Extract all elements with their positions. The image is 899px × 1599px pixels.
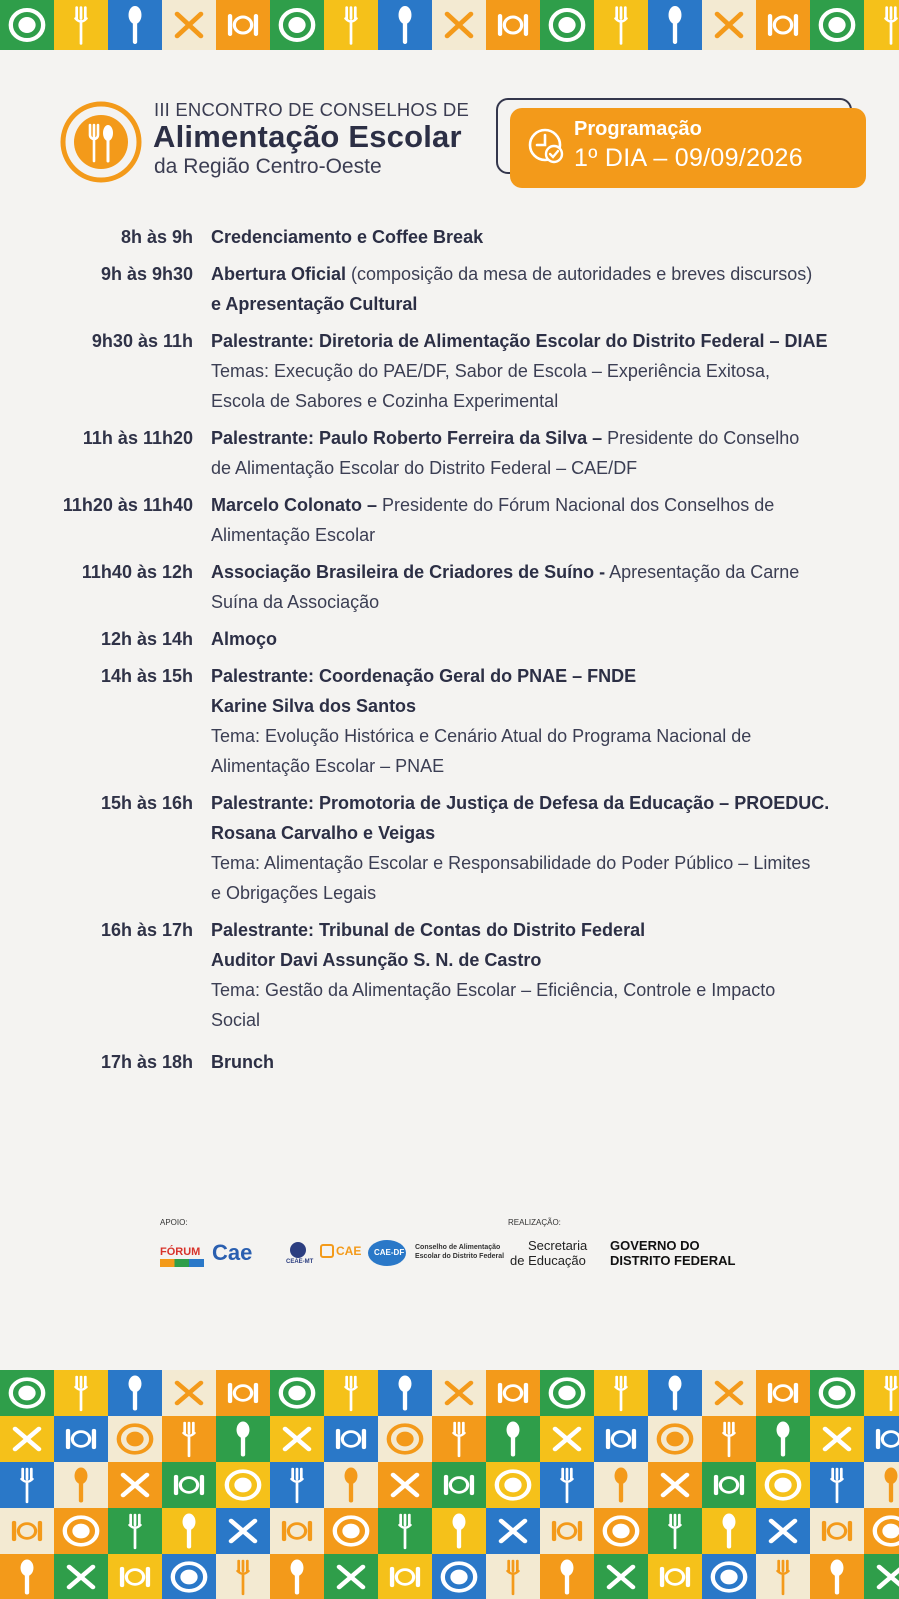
spoon-tile-icon bbox=[432, 1508, 486, 1554]
plate-tile-icon bbox=[756, 1462, 810, 1508]
fork-tile-icon bbox=[594, 0, 648, 50]
spoon-tile-icon bbox=[648, 0, 702, 50]
cutlery-tile-icon bbox=[270, 1508, 324, 1554]
schedule-row bbox=[0, 788, 899, 908]
fork-tile-icon bbox=[810, 1462, 864, 1508]
description-bold-text: e Apresentação Cultural bbox=[211, 294, 418, 314]
cutlery-tile-icon bbox=[216, 1370, 270, 1416]
description-line bbox=[211, 490, 876, 520]
plate-tile-icon bbox=[0, 1370, 54, 1416]
description-text: de Alimentação Escolar do Distrito Federal – CAE/DF bbox=[211, 458, 638, 478]
description-line bbox=[211, 945, 876, 975]
plate-tile-icon bbox=[486, 1462, 540, 1508]
cutlery-tile-icon bbox=[216, 0, 270, 50]
ceae-seal-icon bbox=[290, 1242, 306, 1258]
house-icon bbox=[320, 1244, 334, 1258]
schedule-row bbox=[0, 222, 899, 252]
cutlery-tile-icon bbox=[648, 1554, 702, 1599]
description-bold-text: Karine Silva dos Santos bbox=[211, 696, 417, 716]
description-bold-text: Associação Brasileira de Criadores de Suíno - bbox=[211, 562, 606, 582]
description-text: Alimentação Escolar bbox=[211, 525, 376, 545]
schedule-row bbox=[0, 661, 899, 781]
description-bold-text: Auditor Davi Assunção S. N. de Castro bbox=[211, 950, 542, 970]
spoon-tile-icon bbox=[378, 0, 432, 50]
description-line bbox=[211, 587, 876, 617]
description-line bbox=[211, 289, 876, 319]
spoon-tile-icon bbox=[216, 1416, 270, 1462]
plate-tile-icon bbox=[702, 1554, 756, 1599]
plate-tile-icon bbox=[54, 1508, 108, 1554]
apoio-label: APOIO: bbox=[160, 1218, 188, 1227]
description-text: Tema: Gestão da Alimentação Escolar – Eficiência, Controle e Impacto bbox=[211, 980, 776, 1000]
sponsors-footer bbox=[0, 1218, 899, 1288]
schedule-row bbox=[0, 490, 899, 550]
program-date: 1º DIA – 09/09/2026 bbox=[574, 144, 803, 172]
fork-tile-icon bbox=[54, 0, 108, 50]
description-line bbox=[211, 356, 876, 386]
description-bold-text: Marcelo Colonato – bbox=[211, 495, 378, 515]
schedule-time: 17h às 18h bbox=[100, 1052, 193, 1072]
fork-tile-icon bbox=[648, 1508, 702, 1554]
schedule-row bbox=[0, 259, 899, 319]
spoon-tile-icon bbox=[378, 1370, 432, 1416]
fork-tile-icon bbox=[540, 1462, 594, 1508]
spoon-tile-icon bbox=[0, 1554, 54, 1599]
forum-logo-stripe bbox=[160, 1259, 204, 1267]
cutlery-tile-icon bbox=[324, 1416, 378, 1462]
description-line bbox=[211, 222, 876, 252]
plate-tile-icon bbox=[324, 1508, 378, 1554]
description-line bbox=[211, 557, 876, 587]
schedule-time: 9h30 às 11h bbox=[91, 331, 193, 351]
cutlery-tile-icon bbox=[756, 1370, 810, 1416]
spoon-tile-icon bbox=[540, 1554, 594, 1599]
description-text: Tema: Evolução Histórica e Cenário Atual do Programa Nacional de bbox=[211, 726, 752, 746]
schedule-row bbox=[0, 557, 899, 617]
plate-tile-icon bbox=[0, 0, 54, 50]
description-text: Escola de Sabores e Cozinha Experimental bbox=[211, 391, 559, 411]
plate-tile-icon bbox=[378, 1416, 432, 1462]
fork-tile-icon bbox=[270, 1462, 324, 1508]
schedule-description bbox=[211, 788, 876, 908]
schedule-row bbox=[0, 423, 899, 483]
description-bold-text: Palestrante: Coordenação Geral do PNAE – FNDE bbox=[211, 666, 637, 686]
cross-tile-icon bbox=[756, 1508, 810, 1554]
plate-tile-icon bbox=[270, 1370, 324, 1416]
description-line bbox=[211, 259, 876, 289]
schedule-time: 12h às 14h bbox=[100, 629, 193, 649]
fork-tile-icon bbox=[702, 1416, 756, 1462]
schedule-row bbox=[0, 326, 899, 416]
description-line bbox=[211, 386, 876, 416]
schedule-row bbox=[0, 915, 899, 1035]
plate-tile-icon bbox=[810, 0, 864, 50]
cutlery-tile-icon bbox=[432, 1462, 486, 1508]
plate-tile-icon bbox=[216, 1462, 270, 1508]
description-bold-text: Credenciamento e Coffee Break bbox=[211, 227, 484, 247]
spoon-tile-icon bbox=[162, 1508, 216, 1554]
event-title-region: da Região Centro-Oeste bbox=[154, 155, 382, 178]
spoon-tile-icon bbox=[54, 1462, 108, 1508]
event-title-main: Alimentação Escolar bbox=[153, 119, 462, 154]
schedule-row bbox=[0, 1047, 899, 1077]
cutlery-tile-icon bbox=[702, 1462, 756, 1508]
description-text: Social bbox=[211, 1010, 261, 1030]
description-bold-text: Rosana Carvalho e Veigas bbox=[211, 823, 436, 843]
schedule-time: 16h às 17h bbox=[100, 920, 193, 940]
fork-tile-icon bbox=[486, 1554, 540, 1599]
schedule-time: 9h às 9h30 bbox=[100, 264, 193, 284]
description-line bbox=[211, 751, 876, 781]
description-text: Presidente do Fórum Nacional dos Conselhos de bbox=[377, 495, 775, 515]
spoon-tile-icon bbox=[702, 1508, 756, 1554]
description-line bbox=[211, 661, 876, 691]
schedule-description bbox=[211, 557, 876, 617]
schedule-time: 8h às 9h bbox=[120, 227, 193, 247]
cross-tile-icon bbox=[486, 1508, 540, 1554]
conselho-line1: Conselho de Alimentação bbox=[415, 1244, 501, 1251]
description-line bbox=[211, 848, 876, 878]
spoon-tile-icon bbox=[486, 1416, 540, 1462]
description-text: Alimentação Escolar – PNAE bbox=[211, 756, 445, 776]
cross-tile-icon bbox=[216, 1508, 270, 1554]
spoon-tile-icon bbox=[810, 1554, 864, 1599]
cutlery-tile-icon bbox=[378, 1554, 432, 1599]
description-text: Tema: Alimentação Escolar e Responsabilidade do Poder Público – Limites bbox=[211, 853, 811, 873]
schedule-time: 11h40 às 12h bbox=[81, 562, 193, 582]
description-line bbox=[211, 326, 876, 356]
governo-line2: DISTRITO FEDERAL bbox=[610, 1253, 736, 1268]
cutlery-tile-icon bbox=[162, 1462, 216, 1508]
fork-tile-icon bbox=[324, 1370, 378, 1416]
description-bold-text: Palestrante: Tribunal de Contas do Distrito Federal bbox=[211, 920, 646, 940]
plate-tile-icon bbox=[648, 1416, 702, 1462]
event-header bbox=[0, 96, 899, 196]
caedf-logo: CAE-DF bbox=[374, 1248, 405, 1257]
cutlery-tile-icon bbox=[540, 1508, 594, 1554]
description-line bbox=[211, 520, 876, 550]
description-line bbox=[211, 691, 876, 721]
cutlery-tile-icon bbox=[486, 0, 540, 50]
fork-tile-icon bbox=[0, 1462, 54, 1508]
clock-check-icon bbox=[526, 126, 568, 168]
realizacao-label: REALIZAÇÃO: bbox=[508, 1218, 561, 1227]
fork-tile-icon bbox=[108, 1508, 162, 1554]
description-line bbox=[211, 453, 876, 483]
schedule-description bbox=[211, 1047, 876, 1077]
cross-tile-icon bbox=[810, 1416, 864, 1462]
plate-tile-icon bbox=[864, 1508, 899, 1554]
cutlery-tile-icon bbox=[486, 1370, 540, 1416]
description-bold-text: Brunch bbox=[211, 1052, 274, 1072]
cutlery-tile-icon bbox=[54, 1416, 108, 1462]
plate-cutlery-logo-icon bbox=[60, 101, 142, 183]
cutlery-tile-icon bbox=[108, 1554, 162, 1599]
fork-tile-icon bbox=[594, 1370, 648, 1416]
plate-tile-icon bbox=[810, 1370, 864, 1416]
cross-tile-icon bbox=[648, 1462, 702, 1508]
schedule-description bbox=[211, 222, 876, 252]
spoon-tile-icon bbox=[756, 1416, 810, 1462]
spoon-tile-icon bbox=[108, 0, 162, 50]
spoon-tile-icon bbox=[864, 1462, 899, 1508]
cross-tile-icon bbox=[864, 1554, 899, 1599]
fork-tile-icon bbox=[864, 1370, 899, 1416]
plate-tile-icon bbox=[108, 1416, 162, 1462]
schedule-description bbox=[211, 490, 876, 550]
description-text: Suína da Associação bbox=[211, 592, 380, 612]
cross-tile-icon bbox=[0, 1416, 54, 1462]
description-text: Temas: Execução do PAE/DF, Sabor de Escola – Experiência Exitosa, bbox=[211, 361, 770, 381]
fork-tile-icon bbox=[216, 1554, 270, 1599]
description-line bbox=[211, 788, 876, 818]
program-title: Programação bbox=[574, 118, 702, 140]
cross-tile-icon bbox=[540, 1416, 594, 1462]
schedule-description bbox=[211, 624, 876, 654]
conselho-line2: Escolar do Distrito Federal bbox=[415, 1253, 505, 1260]
cross-tile-icon bbox=[108, 1462, 162, 1508]
schedule-time: 14h às 15h bbox=[100, 666, 193, 686]
cross-tile-icon bbox=[162, 0, 216, 50]
fork-tile-icon bbox=[378, 1508, 432, 1554]
spoon-tile-icon bbox=[324, 1462, 378, 1508]
description-bold-text: Palestrante: Diretoria de Alimentação Escolar do Distrito Federal – DIAE bbox=[211, 331, 828, 351]
top-pattern-band bbox=[0, 0, 899, 50]
cross-tile-icon bbox=[270, 1416, 324, 1462]
description-line bbox=[211, 1047, 876, 1077]
schedule-time: 11h às 11h20 bbox=[82, 428, 193, 448]
fork-tile-icon bbox=[324, 0, 378, 50]
ceae-logo: CEAE-MT bbox=[286, 1259, 314, 1265]
description-line bbox=[211, 818, 876, 848]
cae-logo: Cae bbox=[212, 1240, 253, 1265]
description-line bbox=[211, 624, 876, 654]
schedule-description bbox=[211, 423, 876, 483]
schedule-row bbox=[0, 624, 899, 654]
spoon-tile-icon bbox=[648, 1370, 702, 1416]
cross-tile-icon bbox=[54, 1554, 108, 1599]
plate-tile-icon bbox=[594, 1508, 648, 1554]
description-line bbox=[211, 878, 876, 908]
cutlery-tile-icon bbox=[594, 1416, 648, 1462]
plate-tile-icon bbox=[162, 1554, 216, 1599]
description-text: (composição da mesa de autoridades e breves discursos) bbox=[346, 264, 813, 284]
schedule-time: 15h às 16h bbox=[100, 793, 193, 813]
description-line bbox=[211, 915, 876, 945]
cross-tile-icon bbox=[702, 1370, 756, 1416]
description-text: e Obrigações Legais bbox=[211, 883, 377, 903]
cross-tile-icon bbox=[594, 1554, 648, 1599]
description-text: Apresentação da Carne bbox=[605, 562, 800, 582]
forum-logo: FÓRUM bbox=[160, 1246, 201, 1258]
plate-tile-icon bbox=[432, 1554, 486, 1599]
schedule-list bbox=[0, 222, 899, 1084]
secretaria-line1: Secretaria bbox=[528, 1238, 588, 1253]
schedule-description bbox=[211, 915, 876, 1035]
spoon-tile-icon bbox=[108, 1370, 162, 1416]
governo-line1: GOVERNO DO bbox=[610, 1238, 700, 1253]
fork-tile-icon bbox=[162, 1416, 216, 1462]
cutlery-tile-icon bbox=[864, 1416, 899, 1462]
schedule-description bbox=[211, 326, 876, 416]
cutlery-tile-icon bbox=[810, 1508, 864, 1554]
cutlery-tile-icon bbox=[756, 0, 810, 50]
spoon-tile-icon bbox=[270, 1554, 324, 1599]
cross-tile-icon bbox=[378, 1462, 432, 1508]
secretaria-line2: de Educação bbox=[510, 1253, 586, 1268]
schedule-time: 11h20 às 11h40 bbox=[62, 495, 193, 515]
description-bold-text: Palestrante: Promotoria de Justiça de Defesa da Educação – PROEDUC. bbox=[211, 793, 830, 813]
cross-tile-icon bbox=[432, 1370, 486, 1416]
description-bold-text: Abertura Oficial bbox=[211, 264, 347, 284]
cross-tile-icon bbox=[324, 1554, 378, 1599]
description-bold-text: Almoço bbox=[211, 629, 278, 649]
plate-tile-icon bbox=[270, 0, 324, 50]
description-bold-text: Palestrante: Paulo Roberto Ferreira da Silva – bbox=[211, 428, 603, 448]
description-line bbox=[211, 423, 876, 453]
fork-tile-icon bbox=[756, 1554, 810, 1599]
cross-tile-icon bbox=[432, 0, 486, 50]
fork-tile-icon bbox=[864, 0, 899, 50]
description-line bbox=[211, 721, 876, 751]
cae2-logo: CAE bbox=[336, 1244, 362, 1258]
cutlery-tile-icon bbox=[0, 1508, 54, 1554]
program-badge bbox=[510, 108, 866, 188]
plate-tile-icon bbox=[540, 0, 594, 50]
fork-tile-icon bbox=[54, 1370, 108, 1416]
cross-tile-icon bbox=[702, 0, 756, 50]
description-line bbox=[211, 1005, 876, 1035]
spoon-tile-icon bbox=[594, 1462, 648, 1508]
description-line bbox=[211, 975, 876, 1005]
plate-tile-icon bbox=[540, 1370, 594, 1416]
event-title-line1: III ENCONTRO DE CONSELHOS DE bbox=[154, 99, 470, 120]
cross-tile-icon bbox=[162, 1370, 216, 1416]
schedule-description bbox=[211, 661, 876, 781]
description-text: Presidente do Conselho bbox=[602, 428, 800, 448]
fork-tile-icon bbox=[432, 1416, 486, 1462]
bottom-pattern-band bbox=[0, 1370, 899, 1599]
schedule-description bbox=[211, 259, 876, 319]
